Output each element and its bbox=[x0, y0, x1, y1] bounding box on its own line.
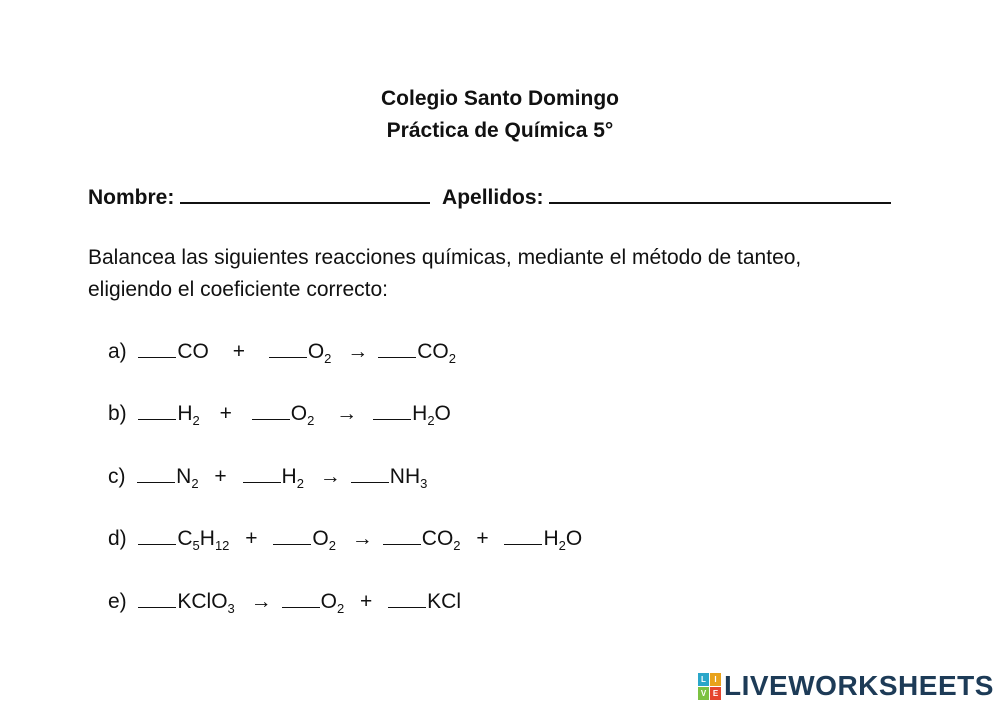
formula: O bbox=[290, 402, 308, 425]
subscript: 2 bbox=[448, 351, 456, 366]
coef-blank[interactable] bbox=[504, 528, 542, 545]
eq-label: d) bbox=[108, 527, 127, 550]
formula: H bbox=[177, 402, 193, 425]
coef-blank[interactable] bbox=[273, 528, 311, 545]
equation-c bbox=[108, 465, 427, 489]
coef-blank[interactable] bbox=[373, 403, 411, 420]
coef-blank[interactable] bbox=[138, 591, 176, 608]
plus-sign: + bbox=[232, 340, 245, 363]
formula: KCl bbox=[427, 590, 461, 613]
liveworksheets-logo bbox=[698, 671, 994, 701]
logo-block-e: E bbox=[710, 687, 721, 700]
plus-sign: + bbox=[360, 590, 373, 613]
arrow: → bbox=[347, 340, 369, 363]
coef-blank[interactable] bbox=[383, 528, 421, 545]
formula: O bbox=[307, 340, 325, 363]
name-label: Nombre: bbox=[88, 186, 175, 209]
coef-blank[interactable] bbox=[138, 341, 176, 358]
coef-blank[interactable] bbox=[138, 403, 176, 420]
equation-d bbox=[108, 527, 582, 551]
coef-blank[interactable] bbox=[378, 341, 416, 358]
formula: CO bbox=[421, 527, 454, 550]
surname-field[interactable] bbox=[549, 184, 891, 204]
subscript: 2 bbox=[192, 413, 200, 428]
school-title: Colegio Santo Domingo bbox=[381, 87, 619, 110]
subscript: 2 bbox=[558, 538, 566, 553]
subscript: 12 bbox=[214, 538, 230, 553]
arrow: → bbox=[336, 402, 358, 425]
logo-block-i: I bbox=[710, 673, 721, 686]
instruction-line-1: Balancea las siguientes reacciones químicas, mediante el método de tanteo, bbox=[88, 246, 802, 269]
subscript: 2 bbox=[324, 351, 332, 366]
arrow: → bbox=[351, 527, 373, 550]
eq-label: a) bbox=[108, 340, 127, 363]
coef-blank[interactable] bbox=[351, 466, 389, 483]
liveworksheets-logo-icon bbox=[698, 673, 720, 699]
formula: CO bbox=[177, 340, 209, 363]
subscript: 2 bbox=[453, 538, 461, 553]
coef-blank[interactable] bbox=[137, 466, 175, 483]
coef-blank[interactable] bbox=[243, 466, 281, 483]
logo-text: LIVEWORKSHEETS bbox=[724, 670, 994, 701]
equation-e bbox=[108, 590, 461, 614]
plus-sign: + bbox=[219, 402, 232, 425]
logo-block-v: V bbox=[698, 687, 709, 700]
name-row bbox=[88, 184, 891, 210]
subscript: 2 bbox=[296, 476, 304, 491]
subscript: 5 bbox=[192, 538, 200, 553]
coef-blank[interactable] bbox=[138, 528, 176, 545]
plus-sign: + bbox=[476, 527, 489, 550]
eq-label: b) bbox=[108, 402, 127, 425]
arrow: → bbox=[319, 465, 341, 488]
formula: O bbox=[565, 527, 583, 550]
formula: H bbox=[412, 402, 428, 425]
coef-blank[interactable] bbox=[282, 591, 320, 608]
formula: O bbox=[320, 590, 337, 613]
subscript: 2 bbox=[307, 413, 315, 428]
formula: O bbox=[434, 402, 451, 425]
arrow: → bbox=[250, 590, 272, 613]
coef-blank[interactable] bbox=[388, 591, 426, 608]
subscript: 2 bbox=[191, 476, 199, 491]
practice-title: Práctica de Química 5° bbox=[386, 119, 614, 142]
formula: C bbox=[177, 527, 193, 550]
formula: H bbox=[199, 527, 215, 550]
formula: O bbox=[312, 527, 329, 550]
formula: KClO bbox=[177, 590, 228, 613]
subscript: 2 bbox=[328, 538, 336, 553]
equation-b bbox=[108, 402, 451, 426]
plus-sign: + bbox=[245, 527, 258, 550]
name-field[interactable] bbox=[180, 184, 430, 204]
coef-blank[interactable] bbox=[269, 341, 307, 358]
surname-label: Apellidos: bbox=[442, 186, 544, 209]
subscript: 3 bbox=[227, 601, 235, 616]
coef-blank[interactable] bbox=[252, 403, 290, 420]
subscript: 2 bbox=[336, 601, 345, 616]
formula: N bbox=[176, 465, 192, 488]
eq-label: e) bbox=[108, 590, 127, 613]
formula: CO bbox=[417, 340, 449, 363]
subscript: 3 bbox=[420, 476, 428, 491]
formula: NH bbox=[389, 465, 421, 488]
plus-sign: + bbox=[214, 465, 227, 488]
eq-label: c) bbox=[108, 465, 126, 488]
instruction-line-2: eligiendo el coeficiente correcto: bbox=[88, 278, 389, 301]
logo-block-l: L bbox=[698, 673, 709, 686]
formula: H bbox=[543, 527, 559, 550]
subscript: 2 bbox=[427, 413, 435, 428]
formula: H bbox=[281, 465, 297, 488]
equation-a bbox=[108, 340, 456, 364]
